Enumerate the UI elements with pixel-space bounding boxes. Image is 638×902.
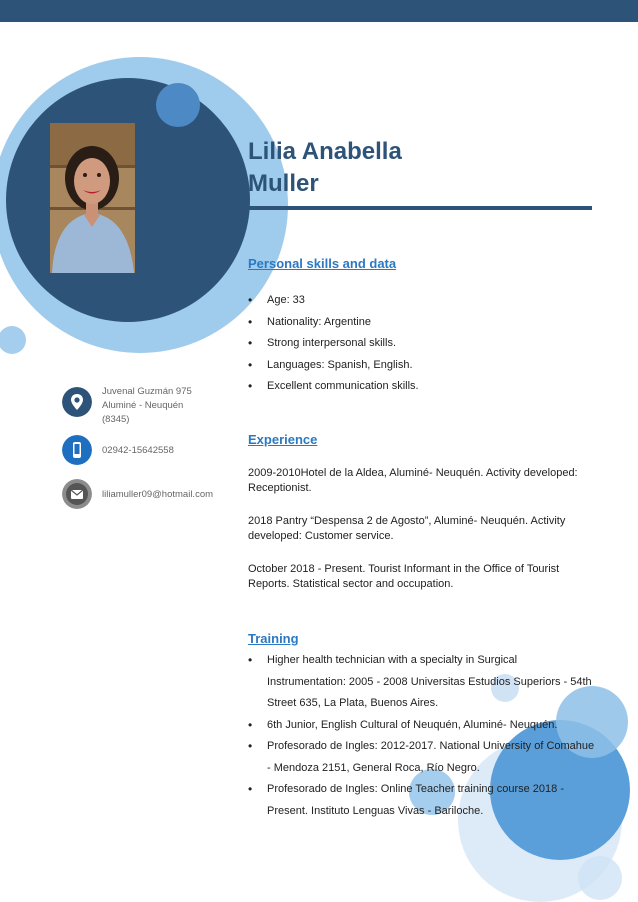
profile-photo [50, 123, 135, 273]
name-last: Muller [248, 170, 319, 197]
training-list [248, 650, 608, 822]
personal-list [248, 293, 588, 401]
personal-heading: Personal skills and data [248, 256, 397, 271]
list-item: • Excellent communication skills. [248, 379, 588, 401]
name-first: Lilia Anabella [248, 138, 402, 165]
phone-text: 02942-15642558 [102, 445, 174, 456]
list-item: • Higher health technician with a specialty in Surgical Instrumentation: 2005 - 2008 Universitas Estudios Superiors - 54th Street 635, La Plata, Buenos Aires. [248, 650, 608, 715]
address-text: Juvenal Guzmán 975 Aluminé - Neuquén (8345) [102, 386, 192, 425]
list-item: • Profesorado de Ingles: Online Teacher training course 2018 - Present. Instituto Lenguas Vivas - Bariloche. [248, 779, 608, 822]
list-item: • Nationality: Argentine [248, 315, 588, 337]
experience-entry: 2018 Pantry “Despensa 2 de Agosto”, Aluminé- Neuquén. Activity developed: Customer service. [248, 515, 566, 542]
name-underline [248, 206, 592, 210]
list-item: • Languages: Spanish, English. [248, 358, 588, 380]
experience-entry: 2009-2010Hotel de la Aldea, Aluminé- Neuquén. Activity developed: Receptionist. [248, 467, 578, 494]
training-heading: Training [248, 631, 299, 646]
list-item: • Strong interpersonal skills. [248, 336, 588, 358]
experience-entry: October 2018 - Present. Tourist Informant in the Office of Tourist Reports. Statistical sector and occupation. [248, 563, 560, 590]
small-blue-dot [156, 83, 200, 127]
list-item: • Profesorado de Ingles: 2012-2017. National University of Comahue - Mendoza 2151, General Roca, Río Negro. [248, 736, 608, 779]
email-text[interactable]: liliamuller09@hotmail.com [102, 489, 214, 500]
phone-icon [62, 435, 92, 465]
experience-heading: Experience [248, 432, 318, 447]
location-pin-icon [62, 387, 92, 417]
candidate-name [248, 136, 402, 200]
bottom-circle-corner [578, 856, 622, 900]
list-item: • Age: 33 [248, 293, 588, 315]
list-item: • 6th Junior, English Cultural of Neuquén, Aluminé- Neuquén. [248, 715, 608, 737]
email-icon [62, 479, 92, 509]
small-blue-dot-left [0, 326, 26, 354]
